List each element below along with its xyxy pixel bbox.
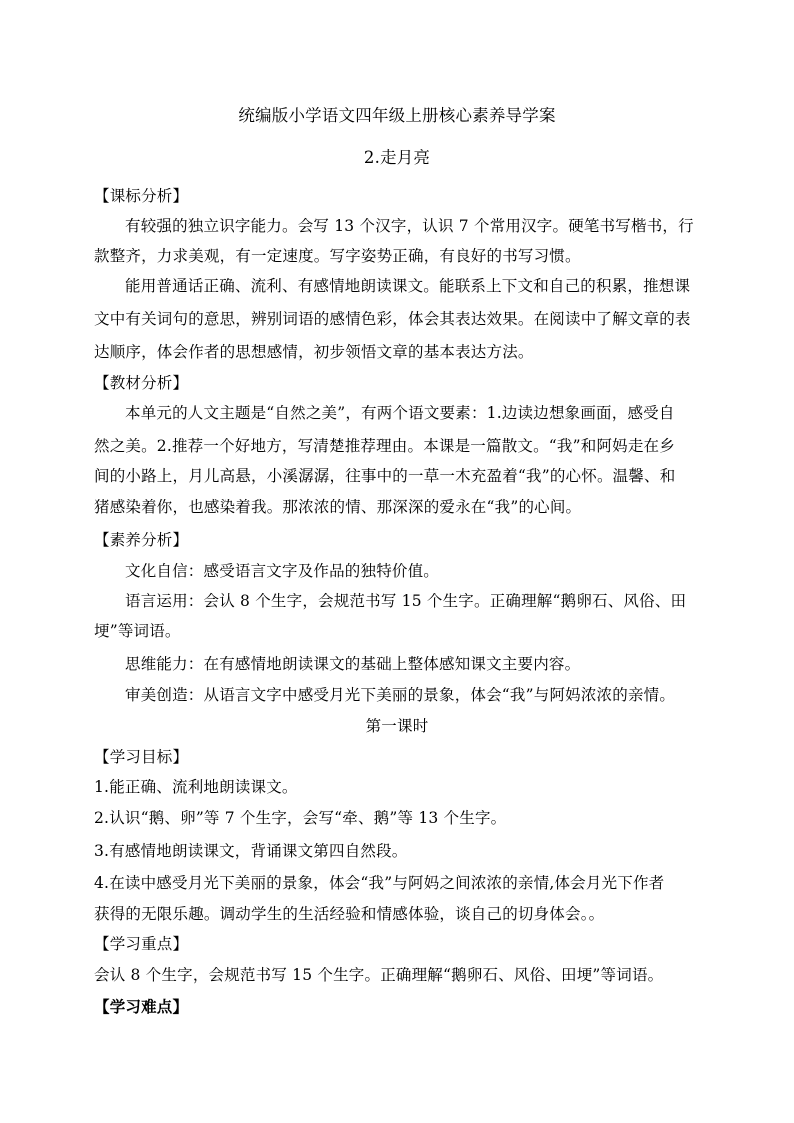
lesson-period: 第一课时 [365,717,429,735]
paragraph-line: 思维能力：在有感情地朗读课文的基础上整体感知课文主要内容。 [125,655,581,673]
section-heading-suyang: 【素养分析】 [94,531,189,549]
section-heading-kebiao: 【课标分析】 [94,187,189,205]
paragraph-line: 猪感染着你，也感染着我。那浓浓的情、那深深的爱永在“我”的心间。 [94,498,582,516]
paragraph-line: 款整齐，力求美观，有一定速度。写字姿势正确，有良好的书写习惯。 [94,247,581,265]
paragraph-line: 埂”等词语。 [94,622,181,640]
paragraph-line: 本单元的人文主题是“自然之美”，有两个语文要素：1.边读边想象画面，感受自 [125,404,675,422]
document-title: 统编版小学语文四年级上册核心素养导学案 [238,106,556,125]
lesson-title: 2.走月亮 [363,148,431,167]
paragraph-line: 能用普通话正确、流利、有感情地朗读课文。能联系上下文和自己的积累，推想课 [125,277,691,295]
list-item-continuation: 获得的无限乐趣。调动学生的生活经验和情感体验，谈自己的切身体会。。 [94,905,605,923]
paragraph-line: 语言运用：会认 8 个生字，会规范书写 15 个生字。正确理解“鹅卵石、风俗、田 [125,592,687,610]
paragraph-line: 文中有关词句的意思，辨别词语的感情色彩，体会其表达效果。在阅读中了解文章的表 [94,310,691,328]
list-item: 4.在读中感受月光下美丽的景象，体会“我”与阿妈之间浓浓的亲情,体会月光下作者 [94,874,665,892]
section-heading-mubiao: 【学习目标】 [94,748,189,766]
section-heading-jiaocai: 【教材分析】 [94,374,189,392]
list-item: 2.认识“鹅、卵”等 7 个生字，会写“牵、鹅”等 13 个生字。 [94,809,507,827]
list-item: 3.有感情地朗读课文，背诵课文第四自然段。 [94,842,408,860]
section-heading-nandian: 【学习难点】 [94,997,189,1016]
section-heading-zhongdian: 【学习重点】 [94,935,189,953]
paragraph-line: 达顺序，体会作者的思想感情，初步领悟文章的基本表达方法。 [94,343,534,361]
list-item: 1.能正确、流利地朗读课文。 [94,778,298,796]
paragraph-line: 审美创造：从语言文字中感受月光下美丽的景象，体会“我”与阿妈浓浓的亲情。 [125,686,676,704]
paragraph-line: 有较强的独立识字能力。会写 13 个汉字，认识 7 个常用汉字。硬笔书写楷书，行 [125,217,694,235]
paragraph-line: 会认 8 个生字，会规范书写 15 个生字。正确理解“鹅卵石、风俗、田埂”等词语。 [94,966,664,984]
paragraph-line: 文化自信：感受语言文字及作品的独特价值。 [125,562,440,580]
paragraph-line: 然之美。2.推荐一个好地方，写清楚推荐理由。本课是一篇散文。“我”和阿妈走在乡 [94,437,675,455]
paragraph-line: 间的小路上，月儿高悬，小溪潺潺，往事中的一草一木充盈着“我”的心怀。温馨、和 [94,467,676,485]
